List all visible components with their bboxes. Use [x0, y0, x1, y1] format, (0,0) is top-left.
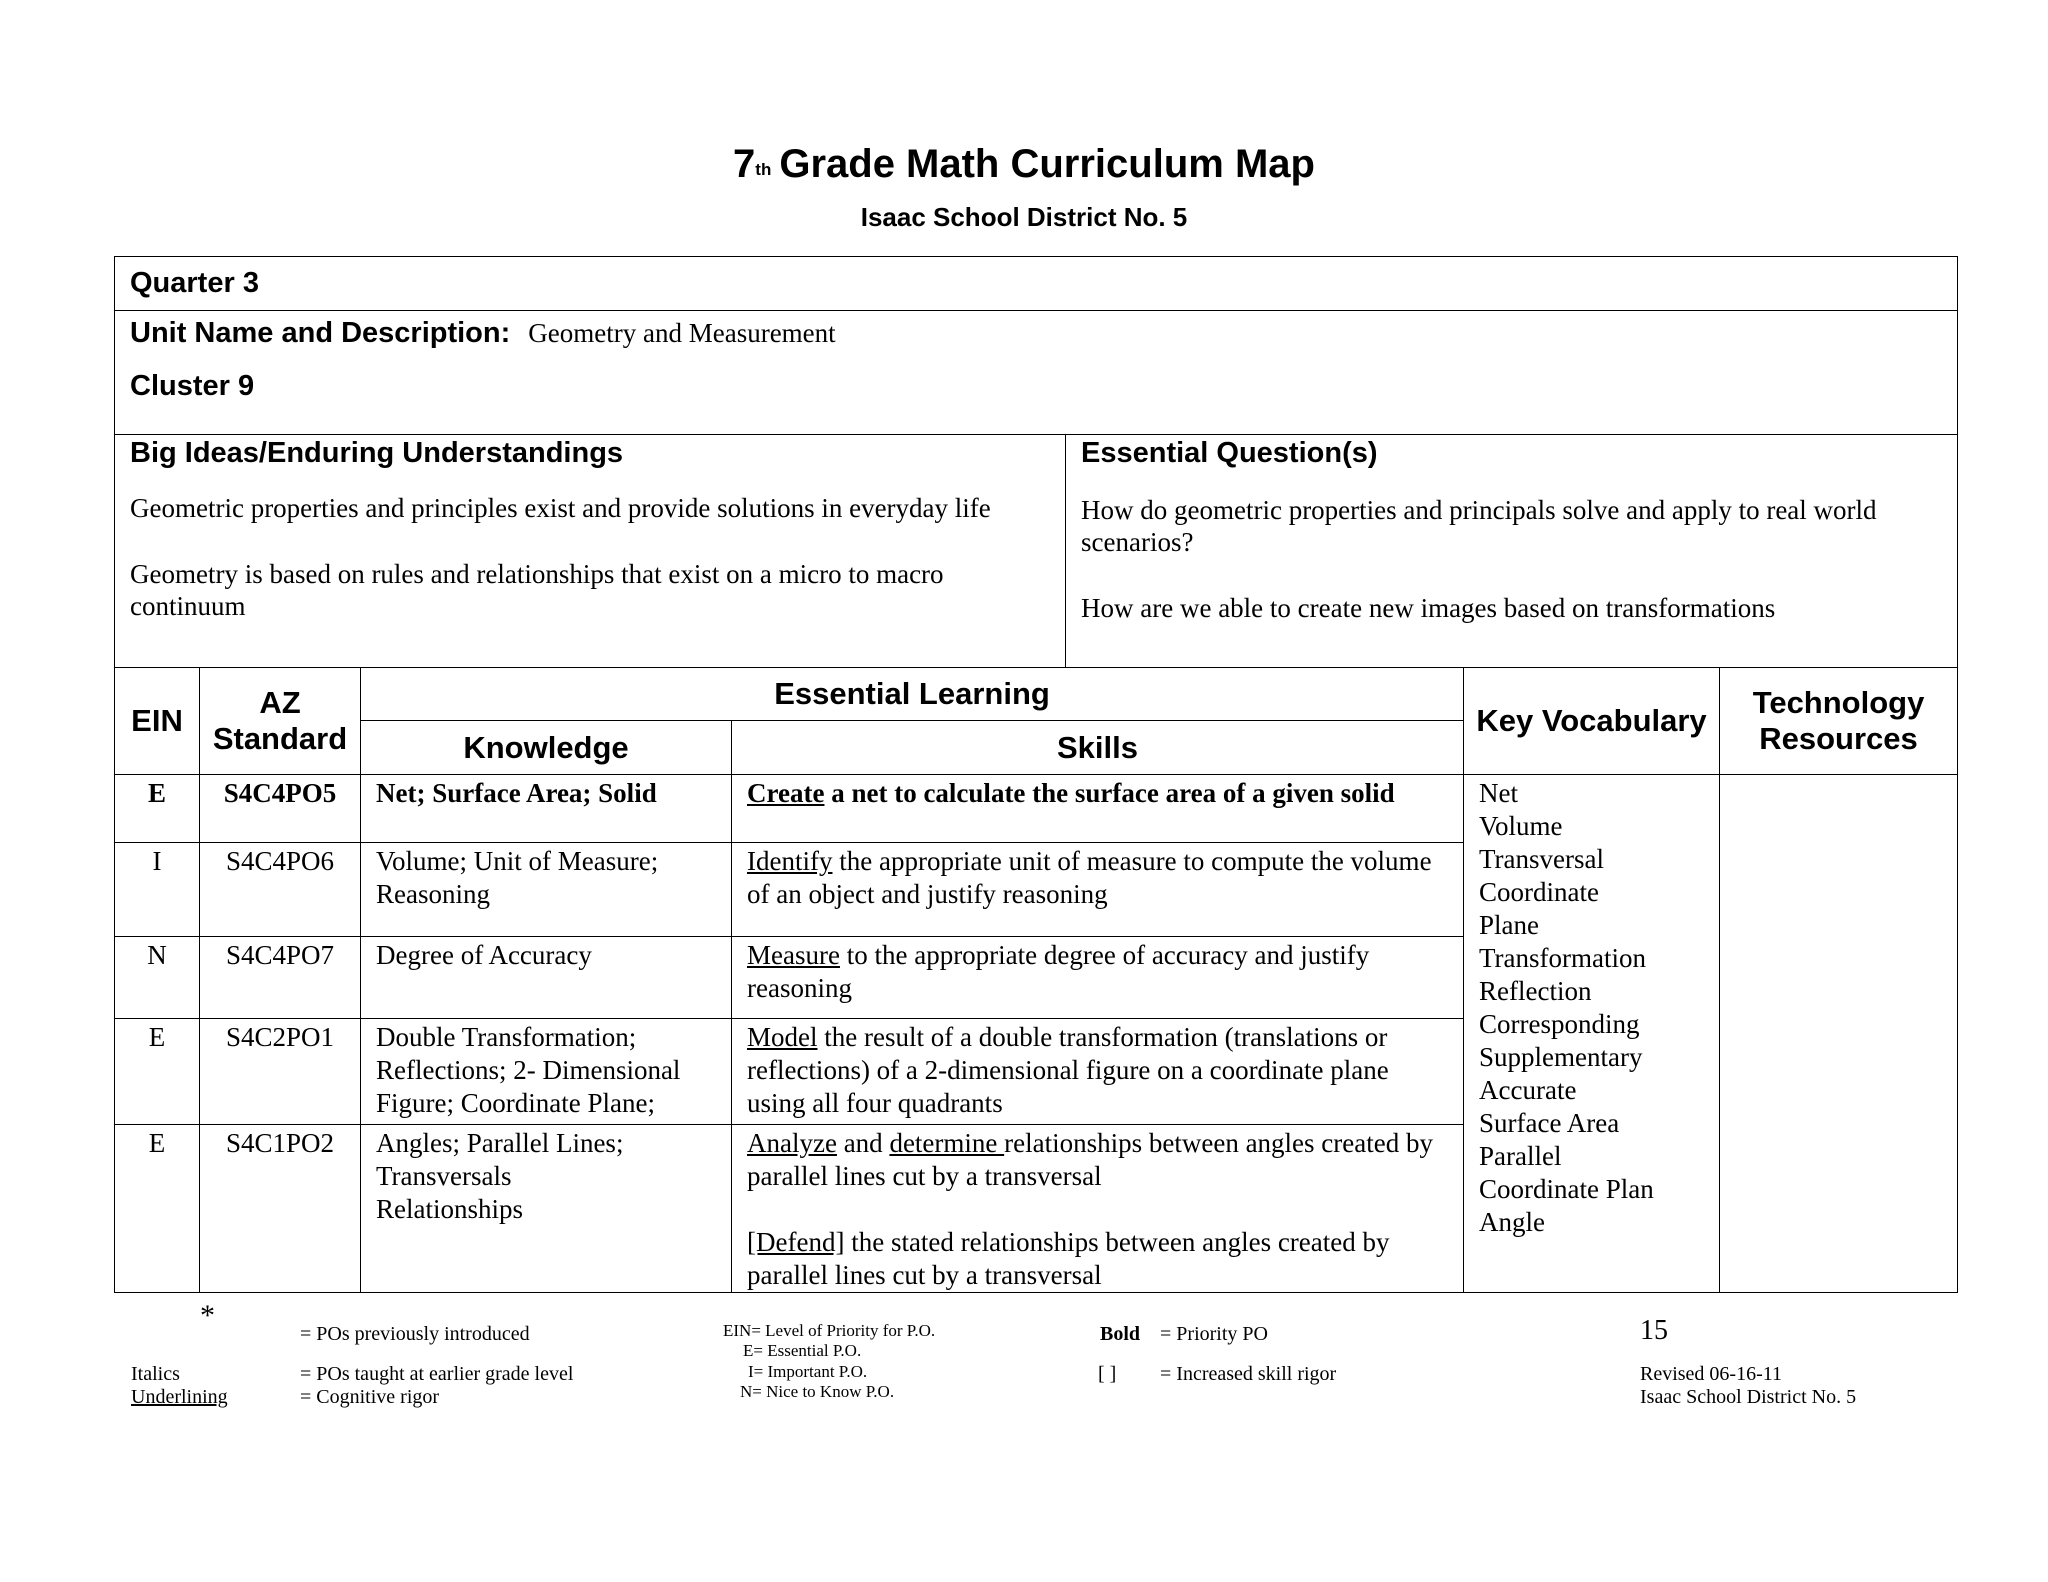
unit-name-label: Unit Name and Description:	[130, 317, 511, 349]
vocab-item: Volume	[1479, 811, 1563, 841]
skills-cell	[732, 843, 1464, 937]
unit-name-value: Geometry and Measurement	[528, 318, 836, 348]
knowledge-cell: Net; Surface Area; Solid	[361, 775, 732, 843]
big-ideas-cell	[115, 435, 1066, 668]
skill-verb: Identify	[747, 846, 833, 876]
quarter-label: Quarter 3	[130, 267, 259, 299]
title-superscript: th	[755, 160, 772, 179]
standard-cell: S4C4PO5	[200, 775, 361, 843]
asterisk-legend-text: = POs previously introduced	[300, 1323, 530, 1345]
vocabulary-cell	[1464, 775, 1720, 1293]
bold-label: Bold	[1100, 1323, 1141, 1345]
big-idea-2: Geometry is based on rules and relationships that exist on a micro to macro continuum	[130, 559, 944, 621]
skills-cell	[732, 1125, 1464, 1293]
italics-label: Italics	[131, 1363, 180, 1385]
skill-verb: Create	[747, 778, 825, 808]
bracket-label: [ ]	[1098, 1363, 1117, 1385]
standard-cell: S4C1PO2	[200, 1125, 361, 1293]
title-grade: 7	[733, 142, 756, 186]
standard-cell: S4C4PO7	[200, 937, 361, 1019]
quarter-cell	[115, 257, 1958, 311]
title-block	[0, 140, 2048, 233]
vocab-item: Angle	[1479, 1207, 1545, 1237]
essential-questions-cell	[1066, 435, 1958, 668]
knowledge-cell: Double Transformation; Reflections; 2- Dimensional Figure; Coordinate Plane;	[361, 1019, 732, 1125]
footer-district: Isaac School District No. 5	[1640, 1386, 1857, 1408]
skill-text: a net to calculate the surface area of a given solid	[824, 778, 1395, 808]
skill-statement	[747, 1127, 1448, 1193]
ein-legend-line: I= Important P.O.	[748, 1362, 868, 1381]
header-ein: EIN	[115, 668, 200, 775]
vocab-item: Surface Area	[1479, 1108, 1620, 1138]
title-text: Grade Math Curriculum Map	[779, 142, 1315, 186]
unit-info-table	[114, 256, 1958, 668]
underlining-legend-text: = Cognitive rigor	[300, 1386, 440, 1408]
vocab-item: Coordinate	[1479, 877, 1599, 907]
knowledge-cell: Volume; Unit of Measure; Reasoning	[361, 843, 732, 937]
skills-cell	[732, 775, 1464, 843]
ein-legend-line: N= Nice to Know P.O.	[740, 1382, 895, 1401]
vocab-item: Parallel	[1479, 1141, 1562, 1171]
bracket-legend-text: = Increased skill rigor	[1160, 1363, 1337, 1385]
ein-legend-line: EIN= Level of Priority for P.O.	[723, 1321, 936, 1340]
skill-text: to the appropriate degree of accuracy and justify reasoning	[747, 940, 1370, 1003]
ein-cell: E	[115, 775, 200, 843]
knowledge-line: Transversals	[376, 1161, 512, 1191]
big-idea-1: Geometric properties and principles exist and provide solutions in everyday life	[130, 493, 991, 523]
italics-legend-text: = POs taught at earlier grade level	[300, 1363, 574, 1385]
ein-cell: E	[115, 1019, 200, 1125]
knowledge-line: Angles; Parallel Lines;	[376, 1128, 624, 1158]
bold-legend-text: = Priority PO	[1160, 1323, 1268, 1345]
skills-cell	[732, 1019, 1464, 1125]
vocab-item: Net	[1479, 778, 1518, 808]
header-skills: Skills	[732, 721, 1464, 775]
vocab-item: Corresponding	[1479, 1009, 1640, 1039]
knowledge-cell	[361, 1125, 732, 1293]
underlining-label: Underlining	[131, 1386, 228, 1408]
essential-learning-table	[114, 667, 1958, 1293]
header-essential-learning: Essential Learning	[361, 668, 1464, 721]
skill-verb: Measure	[747, 940, 840, 970]
skill-statement	[747, 1226, 1448, 1292]
skill-verb: Model	[747, 1022, 818, 1052]
standard-cell: S4C2PO1	[200, 1019, 361, 1125]
vocab-item: Accurate	[1479, 1075, 1577, 1105]
asterisk-symbol: *	[200, 1299, 215, 1332]
skills-cell	[732, 937, 1464, 1019]
essential-questions-heading: Essential Question(s)	[1081, 437, 1378, 469]
revised-date: Revised 06-16-11	[1640, 1363, 1783, 1385]
vocab-item: Reflection	[1479, 976, 1592, 1006]
standard-cell: S4C4PO6	[200, 843, 361, 937]
cluster-label: Cluster 9	[130, 370, 255, 402]
skill-text: and	[836, 1128, 890, 1158]
technology-resources-cell	[1720, 775, 1958, 1293]
knowledge-line: Relationships	[376, 1194, 523, 1224]
ein-cell: I	[115, 843, 200, 937]
page-subtitle: Isaac School District No. 5	[860, 202, 1188, 232]
page-title	[0, 140, 2048, 188]
header-technology-resources: Technology Resources	[1720, 668, 1958, 775]
ein-cell: E	[115, 1125, 200, 1293]
vocab-item: Transversal	[1479, 844, 1605, 874]
skill-text: the result of a double transformation (translations or reflections) of a 2-dimensional figure on a coordinate plane using all four quadrants	[747, 1022, 1389, 1118]
big-ideas-heading: Big Ideas/Enduring Understandings	[130, 437, 624, 469]
essential-question-1: How do geometric properties and principals solve and apply to real world scenarios?	[1081, 495, 1877, 557]
unit-cell	[115, 311, 1958, 435]
vocab-item: Supplementary	[1479, 1042, 1643, 1072]
header-az-standard: AZ Standard	[200, 668, 361, 775]
ein-legend-line: E= Essential P.O.	[743, 1341, 862, 1360]
page-number: 15	[1640, 1315, 1668, 1346]
vocab-item: Coordinate Plan	[1479, 1174, 1654, 1204]
ein-cell: N	[115, 937, 200, 1019]
skill-text: relationships between angles created by parallel lines cut by a transversal	[747, 1128, 1433, 1191]
skill-text: the stated relationships between angles created by parallel lines cut by a transversal	[747, 1227, 1390, 1290]
header-key-vocabulary: Key Vocabulary	[1464, 668, 1720, 775]
skill-verb: Analyze	[747, 1128, 837, 1158]
essential-question-2: How are we able to create new images based on transformations	[1081, 593, 1776, 623]
skill-verb: [Defend]	[747, 1227, 845, 1257]
knowledge-cell: Degree of Accuracy	[361, 937, 732, 1019]
skill-verb: determine	[889, 1128, 1005, 1158]
vocab-item: Plane	[1479, 910, 1540, 940]
header-knowledge: Knowledge	[361, 721, 732, 775]
table-row	[115, 775, 1958, 843]
vocab-item: Transformation	[1479, 943, 1647, 973]
skill-text: the appropriate unit of measure to compute the volume of an object and justify reasoning	[747, 846, 1432, 909]
